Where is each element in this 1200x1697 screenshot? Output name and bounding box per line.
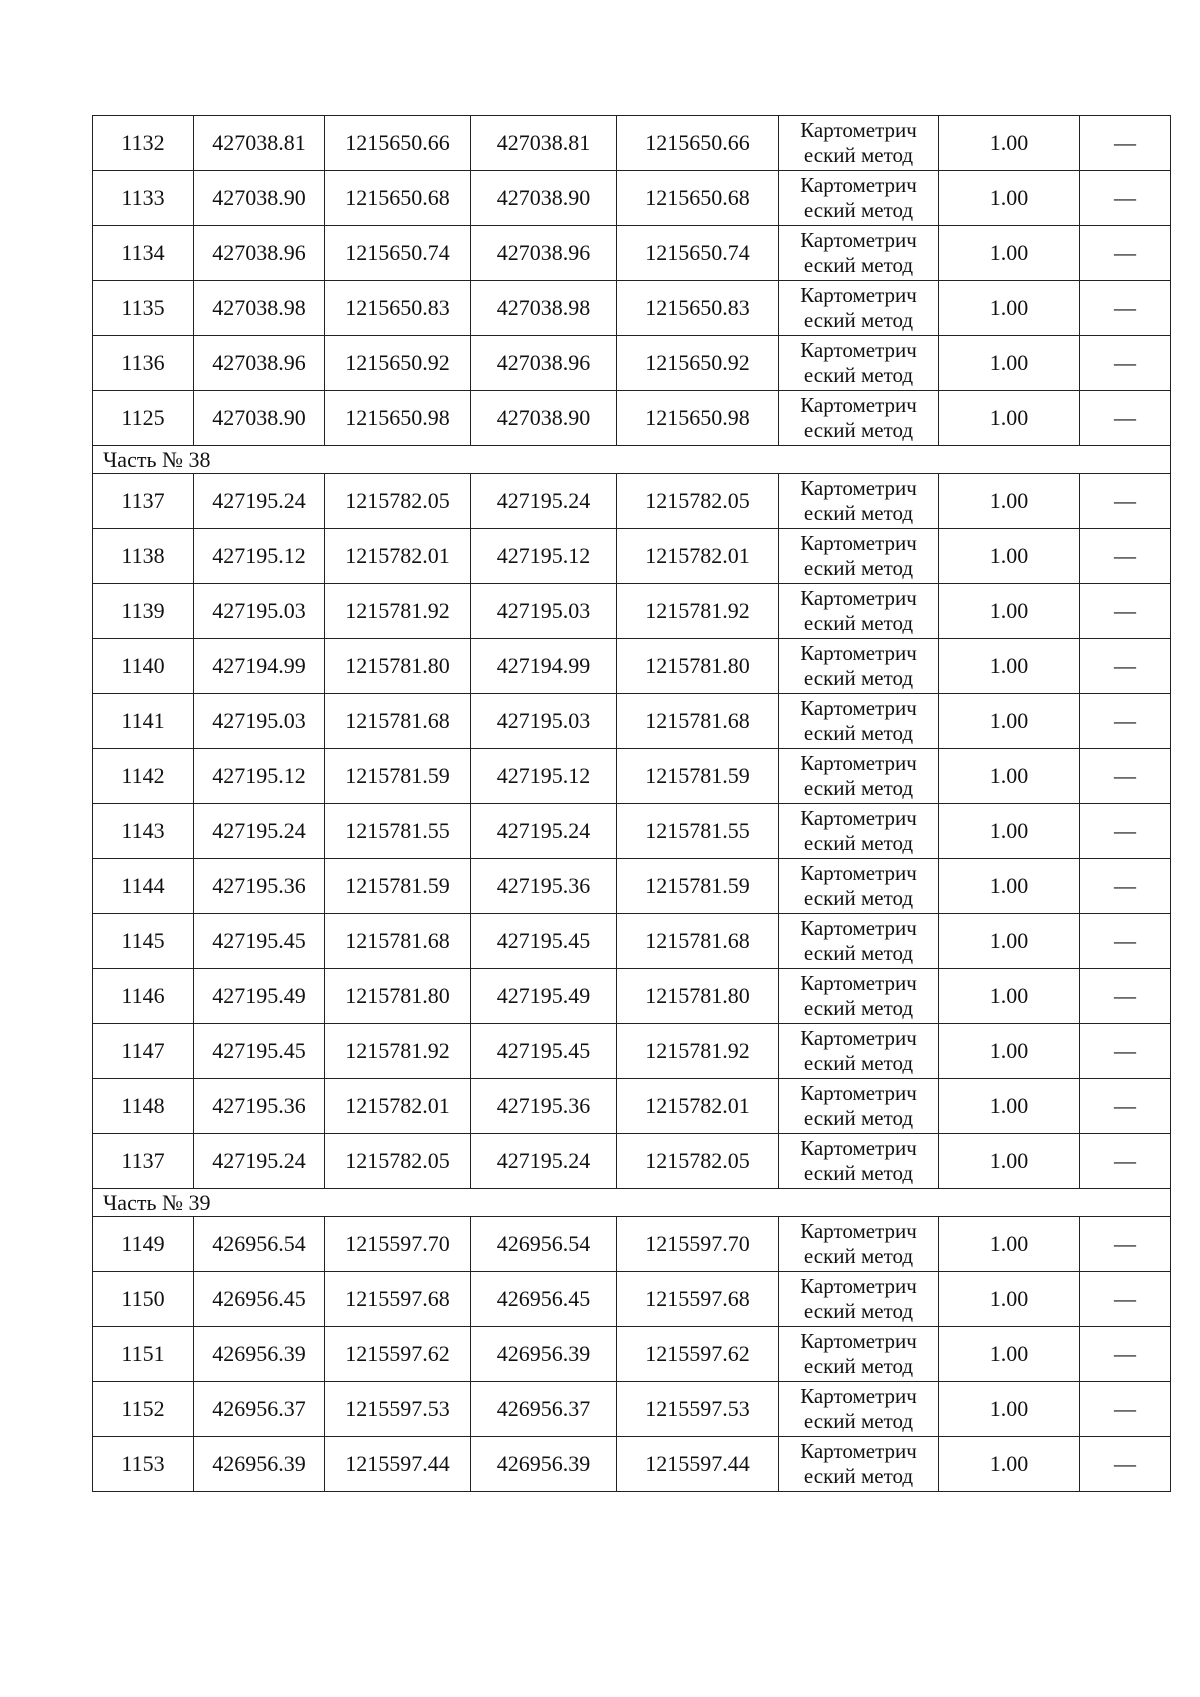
x-new-cell: 427038.90 (471, 391, 617, 446)
table-row (93, 171, 1171, 226)
table-row (93, 116, 1171, 171)
method-line-2: еский метод (803, 1409, 914, 1433)
accuracy-cell: 1.00 (939, 694, 1080, 749)
method-cell (779, 474, 939, 529)
part-label: Часть № 38 (93, 446, 1171, 474)
y-existing-cell: 1215650.83 (325, 281, 471, 336)
method-cell (779, 391, 939, 446)
x-existing-cell: 427195.36 (194, 859, 325, 914)
method-cell (779, 281, 939, 336)
method-line-1: Картометрич (800, 338, 917, 362)
table-row (93, 859, 1171, 914)
point-number-cell: 1150 (93, 1272, 194, 1327)
y-new-cell: 1215782.01 (617, 1079, 779, 1134)
table-row (93, 969, 1171, 1024)
y-new-cell: 1215781.92 (617, 584, 779, 639)
y-new-cell: 1215597.53 (617, 1382, 779, 1437)
y-existing-cell: 1215781.92 (325, 1024, 471, 1079)
accuracy-cell: 1.00 (939, 281, 1080, 336)
accuracy-cell: 1.00 (939, 749, 1080, 804)
point-number-cell: 1142 (93, 749, 194, 804)
x-new-cell: 426956.54 (471, 1217, 617, 1272)
y-new-cell: 1215597.68 (617, 1272, 779, 1327)
accuracy-cell: 1.00 (939, 1272, 1080, 1327)
coordinates-table (92, 115, 1171, 1492)
method-cell (779, 859, 939, 914)
table-row (93, 1327, 1171, 1382)
y-existing-cell: 1215782.01 (325, 1079, 471, 1134)
method-cell (779, 1327, 939, 1382)
accuracy-cell: 1.00 (939, 1134, 1080, 1189)
point-number-cell: 1151 (93, 1327, 194, 1382)
x-existing-cell: 427195.45 (194, 1024, 325, 1079)
table-row (93, 226, 1171, 281)
accuracy-cell: 1.00 (939, 226, 1080, 281)
method-line-2: еский метод (803, 556, 914, 580)
point-number-cell: 1145 (93, 914, 194, 969)
method-line-1: Картометрич (800, 1136, 917, 1160)
accuracy-cell: 1.00 (939, 1437, 1080, 1492)
method-cell (779, 1079, 939, 1134)
method-line-2: еский метод (803, 1244, 914, 1268)
point-number-cell: 1132 (93, 116, 194, 171)
method-cell (779, 1217, 939, 1272)
y-new-cell: 1215781.59 (617, 749, 779, 804)
x-existing-cell: 427195.12 (194, 529, 325, 584)
y-new-cell: 1215650.98 (617, 391, 779, 446)
y-new-cell: 1215650.74 (617, 226, 779, 281)
method-line-1: Картометрич (800, 476, 917, 500)
y-existing-cell: 1215781.59 (325, 859, 471, 914)
note-cell: — (1080, 1437, 1171, 1492)
note-cell: — (1080, 639, 1171, 694)
y-existing-cell: 1215781.92 (325, 584, 471, 639)
method-line-1: Картометрич (800, 531, 917, 555)
method-line-1: Картометрич (800, 696, 917, 720)
y-existing-cell: 1215597.70 (325, 1217, 471, 1272)
accuracy-cell: 1.00 (939, 804, 1080, 859)
accuracy-cell: 1.00 (939, 969, 1080, 1024)
x-existing-cell: 427038.98 (194, 281, 325, 336)
point-number-cell: 1149 (93, 1217, 194, 1272)
x-existing-cell: 427195.24 (194, 1134, 325, 1189)
x-existing-cell: 427038.96 (194, 336, 325, 391)
table-row (93, 639, 1171, 694)
x-existing-cell: 426956.37 (194, 1382, 325, 1437)
note-cell: — (1080, 1382, 1171, 1437)
x-new-cell: 427195.49 (471, 969, 617, 1024)
y-existing-cell: 1215597.44 (325, 1437, 471, 1492)
x-existing-cell: 427038.90 (194, 171, 325, 226)
note-cell: — (1080, 281, 1171, 336)
point-number-cell: 1143 (93, 804, 194, 859)
accuracy-cell: 1.00 (939, 1382, 1080, 1437)
method-line-1: Картометрич (800, 1329, 917, 1353)
note-cell: — (1080, 969, 1171, 1024)
point-number-cell: 1125 (93, 391, 194, 446)
table-row (93, 584, 1171, 639)
y-new-cell: 1215650.83 (617, 281, 779, 336)
note-cell: — (1080, 1217, 1171, 1272)
method-line-1: Картометрич (800, 393, 917, 417)
method-line-2: еский метод (803, 363, 914, 387)
accuracy-cell: 1.00 (939, 1079, 1080, 1134)
point-number-cell: 1140 (93, 639, 194, 694)
point-number-cell: 1139 (93, 584, 194, 639)
point-number-cell: 1146 (93, 969, 194, 1024)
y-existing-cell: 1215781.80 (325, 639, 471, 694)
method-cell (779, 749, 939, 804)
y-existing-cell: 1215650.66 (325, 116, 471, 171)
y-existing-cell: 1215650.68 (325, 171, 471, 226)
y-new-cell: 1215781.68 (617, 914, 779, 969)
x-new-cell: 426956.37 (471, 1382, 617, 1437)
method-line-2: еский метод (803, 666, 914, 690)
method-line-2: еский метод (803, 721, 914, 745)
x-existing-cell: 427038.90 (194, 391, 325, 446)
method-cell (779, 336, 939, 391)
y-new-cell: 1215781.55 (617, 804, 779, 859)
method-line-1: Картометрич (800, 806, 917, 830)
method-line-2: еский метод (803, 831, 914, 855)
x-existing-cell: 427195.03 (194, 584, 325, 639)
note-cell: — (1080, 1134, 1171, 1189)
method-cell (779, 639, 939, 694)
x-new-cell: 427038.90 (471, 171, 617, 226)
accuracy-cell: 1.00 (939, 584, 1080, 639)
y-existing-cell: 1215650.74 (325, 226, 471, 281)
y-existing-cell: 1215781.80 (325, 969, 471, 1024)
x-new-cell: 427195.24 (471, 474, 617, 529)
table-row (93, 694, 1171, 749)
note-cell: — (1080, 1024, 1171, 1079)
x-new-cell: 427195.36 (471, 859, 617, 914)
method-line-1: Картометрич (800, 641, 917, 665)
note-cell: — (1080, 171, 1171, 226)
y-existing-cell: 1215781.68 (325, 914, 471, 969)
y-new-cell: 1215782.01 (617, 529, 779, 584)
accuracy-cell: 1.00 (939, 1217, 1080, 1272)
accuracy-cell: 1.00 (939, 391, 1080, 446)
method-cell (779, 1024, 939, 1079)
method-cell (779, 584, 939, 639)
y-new-cell: 1215781.59 (617, 859, 779, 914)
y-existing-cell: 1215597.53 (325, 1382, 471, 1437)
note-cell: — (1080, 749, 1171, 804)
method-line-2: еский метод (803, 611, 914, 635)
method-line-2: еский метод (803, 1106, 914, 1130)
point-number-cell: 1133 (93, 171, 194, 226)
x-new-cell: 427038.96 (471, 226, 617, 281)
method-cell (779, 1382, 939, 1437)
point-number-cell: 1135 (93, 281, 194, 336)
x-existing-cell: 426956.54 (194, 1217, 325, 1272)
accuracy-cell: 1.00 (939, 1024, 1080, 1079)
x-new-cell: 427038.81 (471, 116, 617, 171)
method-line-2: еский метод (803, 1161, 914, 1185)
table-row (93, 281, 1171, 336)
table-row (93, 1024, 1171, 1079)
y-existing-cell: 1215650.98 (325, 391, 471, 446)
y-new-cell: 1215782.05 (617, 1134, 779, 1189)
note-cell: — (1080, 859, 1171, 914)
note-cell: — (1080, 474, 1171, 529)
x-new-cell: 427195.03 (471, 694, 617, 749)
note-cell: — (1080, 116, 1171, 171)
part-header-row (93, 446, 1171, 474)
x-existing-cell: 426956.39 (194, 1437, 325, 1492)
accuracy-cell: 1.00 (939, 914, 1080, 969)
point-number-cell: 1137 (93, 474, 194, 529)
table-row (93, 1437, 1171, 1492)
point-number-cell: 1136 (93, 336, 194, 391)
method-line-1: Картометрич (800, 1219, 917, 1243)
point-number-cell: 1137 (93, 1134, 194, 1189)
x-existing-cell: 427195.24 (194, 474, 325, 529)
accuracy-cell: 1.00 (939, 336, 1080, 391)
method-line-2: еский метод (803, 886, 914, 910)
method-cell (779, 694, 939, 749)
x-new-cell: 426956.39 (471, 1437, 617, 1492)
x-existing-cell: 427195.36 (194, 1079, 325, 1134)
method-cell (779, 804, 939, 859)
x-new-cell: 427195.45 (471, 1024, 617, 1079)
y-new-cell: 1215782.05 (617, 474, 779, 529)
table-row (93, 1272, 1171, 1327)
x-new-cell: 427195.24 (471, 804, 617, 859)
table-row (93, 336, 1171, 391)
method-line-1: Картометрич (800, 916, 917, 940)
table-row (93, 474, 1171, 529)
method-line-1: Картометрич (800, 1274, 917, 1298)
method-line-2: еский метод (803, 308, 914, 332)
y-existing-cell: 1215781.59 (325, 749, 471, 804)
note-cell: — (1080, 226, 1171, 281)
note-cell: — (1080, 336, 1171, 391)
y-new-cell: 1215781.80 (617, 969, 779, 1024)
method-line-1: Картометрич (800, 1026, 917, 1050)
point-number-cell: 1141 (93, 694, 194, 749)
x-new-cell: 427195.03 (471, 584, 617, 639)
table-row (93, 1134, 1171, 1189)
table-row (93, 1217, 1171, 1272)
y-new-cell: 1215781.68 (617, 694, 779, 749)
x-existing-cell: 427038.81 (194, 116, 325, 171)
accuracy-cell: 1.00 (939, 116, 1080, 171)
method-cell (779, 1272, 939, 1327)
note-cell: — (1080, 391, 1171, 446)
x-existing-cell: 427195.24 (194, 804, 325, 859)
table-row (93, 391, 1171, 446)
point-number-cell: 1138 (93, 529, 194, 584)
method-line-1: Картометрич (800, 586, 917, 610)
y-new-cell: 1215597.70 (617, 1217, 779, 1272)
y-existing-cell: 1215782.05 (325, 1134, 471, 1189)
table-row (93, 804, 1171, 859)
method-cell (779, 226, 939, 281)
y-new-cell: 1215650.92 (617, 336, 779, 391)
note-cell: — (1080, 1272, 1171, 1327)
y-existing-cell: 1215597.68 (325, 1272, 471, 1327)
y-existing-cell: 1215782.01 (325, 529, 471, 584)
x-existing-cell: 427195.12 (194, 749, 325, 804)
point-number-cell: 1148 (93, 1079, 194, 1134)
method-line-1: Картометрич (800, 1081, 917, 1105)
note-cell: — (1080, 529, 1171, 584)
x-new-cell: 427195.12 (471, 749, 617, 804)
method-line-2: еский метод (803, 776, 914, 800)
point-number-cell: 1153 (93, 1437, 194, 1492)
accuracy-cell: 1.00 (939, 529, 1080, 584)
table-row (93, 914, 1171, 969)
y-existing-cell: 1215781.55 (325, 804, 471, 859)
y-existing-cell: 1215650.92 (325, 336, 471, 391)
method-line-2: еский метод (803, 198, 914, 222)
part-label: Часть № 39 (93, 1189, 1171, 1217)
x-new-cell: 427195.24 (471, 1134, 617, 1189)
y-new-cell: 1215597.62 (617, 1327, 779, 1382)
point-number-cell: 1147 (93, 1024, 194, 1079)
x-existing-cell: 426956.45 (194, 1272, 325, 1327)
accuracy-cell: 1.00 (939, 474, 1080, 529)
y-new-cell: 1215650.68 (617, 171, 779, 226)
method-line-2: еский метод (803, 1354, 914, 1378)
table-row (93, 1382, 1171, 1437)
method-cell (779, 1134, 939, 1189)
method-line-1: Картометрич (800, 1439, 917, 1463)
note-cell: — (1080, 914, 1171, 969)
method-line-1: Картометрич (800, 751, 917, 775)
method-line-2: еский метод (803, 501, 914, 525)
method-cell (779, 914, 939, 969)
method-line-2: еский метод (803, 941, 914, 965)
method-cell (779, 529, 939, 584)
method-cell (779, 171, 939, 226)
point-number-cell: 1144 (93, 859, 194, 914)
x-new-cell: 427038.96 (471, 336, 617, 391)
x-existing-cell: 427195.03 (194, 694, 325, 749)
method-line-1: Картометрич (800, 228, 917, 252)
x-new-cell: 427038.98 (471, 281, 617, 336)
method-line-2: еский метод (803, 1464, 914, 1488)
note-cell: — (1080, 1079, 1171, 1134)
x-existing-cell: 427194.99 (194, 639, 325, 694)
y-existing-cell: 1215781.68 (325, 694, 471, 749)
y-new-cell: 1215781.92 (617, 1024, 779, 1079)
method-line-2: еский метод (803, 996, 914, 1020)
x-new-cell: 427194.99 (471, 639, 617, 694)
x-new-cell: 427195.12 (471, 529, 617, 584)
table-row (93, 749, 1171, 804)
method-line-2: еский метод (803, 418, 914, 442)
method-line-1: Картометрич (800, 861, 917, 885)
table-row (93, 529, 1171, 584)
method-line-1: Картометрич (800, 283, 917, 307)
x-existing-cell: 427038.96 (194, 226, 325, 281)
y-new-cell: 1215781.80 (617, 639, 779, 694)
y-new-cell: 1215650.66 (617, 116, 779, 171)
x-new-cell: 427195.45 (471, 914, 617, 969)
method-cell (779, 1437, 939, 1492)
part-header-row (93, 1189, 1171, 1217)
x-existing-cell: 426956.39 (194, 1327, 325, 1382)
note-cell: — (1080, 584, 1171, 639)
y-existing-cell: 1215597.62 (325, 1327, 471, 1382)
accuracy-cell: 1.00 (939, 859, 1080, 914)
method-line-2: еский метод (803, 253, 914, 277)
point-number-cell: 1134 (93, 226, 194, 281)
method-line-1: Картометрич (800, 1384, 917, 1408)
method-line-2: еский метод (803, 143, 914, 167)
note-cell: — (1080, 804, 1171, 859)
y-new-cell: 1215597.44 (617, 1437, 779, 1492)
y-existing-cell: 1215782.05 (325, 474, 471, 529)
method-cell (779, 969, 939, 1024)
x-new-cell: 427195.36 (471, 1079, 617, 1134)
point-number-cell: 1152 (93, 1382, 194, 1437)
method-line-1: Картометрич (800, 971, 917, 995)
coordinates-table-body (93, 116, 1171, 1492)
method-cell (779, 116, 939, 171)
method-line-2: еский метод (803, 1051, 914, 1075)
x-existing-cell: 427195.45 (194, 914, 325, 969)
method-line-1: Картометрич (800, 173, 917, 197)
x-existing-cell: 427195.49 (194, 969, 325, 1024)
x-new-cell: 426956.39 (471, 1327, 617, 1382)
note-cell: — (1080, 1327, 1171, 1382)
accuracy-cell: 1.00 (939, 171, 1080, 226)
accuracy-cell: 1.00 (939, 639, 1080, 694)
accuracy-cell: 1.00 (939, 1327, 1080, 1382)
table-row (93, 1079, 1171, 1134)
note-cell: — (1080, 694, 1171, 749)
method-line-1: Картометрич (800, 118, 917, 142)
method-line-2: еский метод (803, 1299, 914, 1323)
x-new-cell: 426956.45 (471, 1272, 617, 1327)
